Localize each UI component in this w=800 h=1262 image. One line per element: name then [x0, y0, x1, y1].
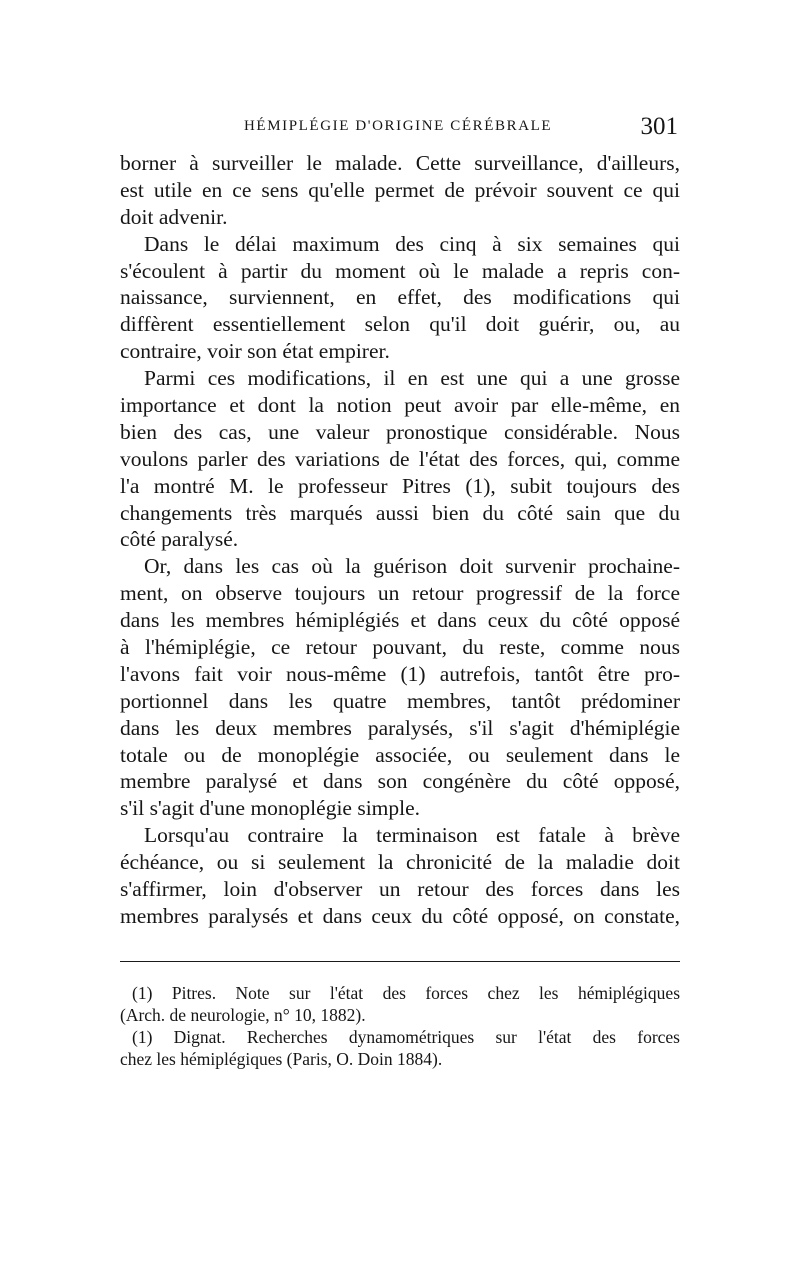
- text-line: voulons parler des variations de l'état des forces, qui, comme: [120, 446, 680, 471]
- text-line: côté paralysé.: [120, 527, 239, 552]
- footnote-line: (Arch. de neurologie, n° 10, 1882).: [120, 1005, 366, 1025]
- footnotes: [120, 982, 680, 1070]
- text-line: ment, on observe toujours un retour progressif de la force: [120, 581, 680, 606]
- text-line: est utile en ce sens qu'elle permet de prévoir souvent ce qui: [120, 177, 680, 202]
- text-line: l'avons fait voir nous-même (1) autrefois, tantôt être pro-: [120, 661, 680, 686]
- text-line: totale ou de monoplégie associée, ou seulement dans le: [120, 742, 680, 767]
- text-line: diffèrent essentiellement selon qu'il doit guérir, ou, au: [120, 312, 680, 337]
- text-line: échéance, ou si seulement la chronicité de la maladie doit: [120, 850, 680, 875]
- text-line: doit advenir.: [120, 204, 228, 229]
- text-line: Or, dans les cas où la guérison doit survenir prochaine-: [144, 554, 680, 579]
- footnote-line: (1) Dignat. Recherches dynamométriques sur l'état des forces: [132, 1027, 680, 1047]
- body-text: [120, 150, 680, 930]
- text-line: membre paralysé et dans son congénère du côté opposé,: [120, 769, 680, 794]
- text-line: changements très marqués aussi bien du côté sain que du: [120, 500, 680, 525]
- text-line: s'écoulent à partir du moment où le malade a repris con-: [120, 258, 680, 283]
- text-line: s'il s'agit d'une monoplégie simple.: [120, 796, 421, 821]
- footnote-line: (1) Pitres. Note sur l'état des forces chez les hémiplégiques: [132, 983, 680, 1003]
- footnote-line: chez les hémiplégiques (Paris, O. Doin 1884).: [120, 1049, 443, 1069]
- footnote-divider: [120, 961, 680, 962]
- page-number: 301: [640, 113, 678, 140]
- text-line: Lorsqu'au contraire la terminaison est fatale à brève: [144, 823, 680, 848]
- text-line: dans les deux membres paralysés, s'il s'agit d'hémiplégie: [120, 715, 680, 740]
- text-line: portionnel dans les quatre membres, tantôt prédominer: [120, 688, 680, 713]
- text-line: l'a montré M. le professeur Pitres (1), subit toujours des: [120, 473, 680, 498]
- text-line: borner à surveiller le malade. Cette surveillance, d'ailleurs,: [120, 151, 680, 175]
- text-line: à l'hémiplégie, ce retour pouvant, du reste, comme nous: [120, 635, 680, 660]
- text-line: s'affirmer, loin d'observer un retour des forces dans les: [120, 877, 680, 902]
- text-line: Parmi ces modifications, il en est une qui a une grosse: [144, 366, 680, 391]
- page-header: [120, 113, 680, 145]
- text-line: membres paralysés et dans ceux du côté opposé, on constate,: [120, 903, 680, 928]
- text-line: bien des cas, une valeur pronostique considérable. Nous: [120, 419, 680, 444]
- text-line: importance et dont la notion peut avoir par elle-même, en: [120, 393, 680, 418]
- running-title: HÉMIPLÉGIE D'ORIGINE CÉRÉBRALE: [244, 118, 553, 134]
- text-line: Dans le délai maximum des cinq à six semaines qui: [144, 231, 680, 256]
- text-line: contraire, voir son état empirer.: [120, 339, 390, 364]
- text-line: naissance, surviennent, en effet, des modifications qui: [120, 285, 680, 310]
- text-line: dans les membres hémiplégiés et dans ceux du côté opposé: [120, 608, 680, 633]
